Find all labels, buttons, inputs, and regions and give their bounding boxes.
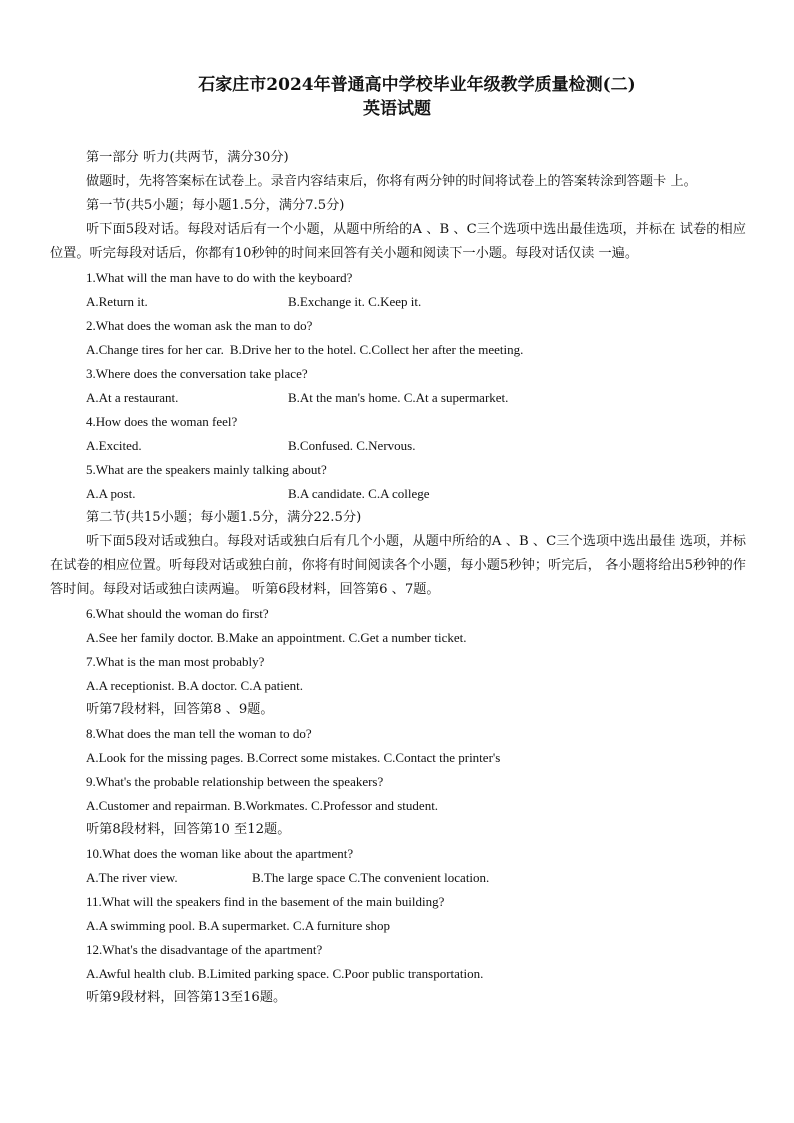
option-a: A.At a restaurant. [86, 390, 179, 405]
question-options: A.A receptionist. B.A doctor. C.A patient. [86, 678, 304, 693]
exam-body [50, 146, 746, 1010]
question-options: A.A swimming pool. B.A supermarket. C.A furniture shop [86, 918, 391, 933]
question-stem: 8.What does the man tell the woman to do? [86, 726, 312, 741]
option-c: C.A college [368, 486, 430, 501]
question-options [50, 482, 746, 506]
question-stem: 12.What's the disadvantage of the apartment? [86, 942, 323, 957]
option-a: A.A post. [86, 486, 136, 501]
material-note: 听第9段材料，回答第13至16题。 [86, 990, 287, 1005]
option-c: C.Keep it. [368, 294, 422, 309]
option-a: A.The river view. [86, 870, 178, 885]
part1-instruction: 做题时，先将答案标在试卷上。录音内容结束后，你将有两分钟的时间将试卷上的答案转涂到答题卡 上。 [86, 174, 697, 189]
part1-heading: 第一部分 听力(共两节，满分30分) [86, 150, 289, 165]
question-stem: 1.What will the man have to do with the keyboard? [86, 270, 353, 285]
option-b: B.A candidate. [288, 486, 365, 501]
question-stem: 9.What's the probable relationship between the speakers? [86, 774, 384, 789]
question-options [50, 386, 746, 410]
exam-subtitle: 英语试题 [363, 99, 431, 119]
question-stem: 6.What should the woman do first? [86, 606, 269, 621]
question-options [50, 866, 746, 890]
question-options [50, 434, 746, 458]
option-a: A.Excited. [86, 438, 142, 453]
question-options: A.See her family doctor. B.Make an appointment. C.Get a number ticket. [86, 630, 467, 645]
question-stem: 5.What are the speakers mainly talking about? [86, 462, 327, 477]
section1-heading: 第一节(共5小题；每小题1.5分，满分7.5分) [86, 198, 345, 213]
question-options: A.Customer and repairman. B.Workmates. C.Professor and student. [86, 798, 439, 813]
question-options: A.Awful health club. B.Limited parking space. C.Poor public transportation. [86, 966, 484, 981]
option-c: C.Collect her after the meeting. [359, 342, 524, 357]
exam-title: 石家庄市2024年普通高中学校毕业年级教学质量检测(二) [198, 75, 636, 95]
section2-heading: 第二节(共15小题；每小题1.5分，满分22.5分) [86, 510, 362, 525]
material-note: 听第7段材料，回答第8 、9题。 [86, 702, 274, 717]
option-a: A.Return it. [86, 294, 148, 309]
section2-questions [50, 602, 746, 1010]
question-stem: 7.What is the man most probably? [86, 654, 265, 669]
option-b: B.Exchange it. [288, 294, 365, 309]
option-c: C.Nervous. [356, 438, 416, 453]
question-options: A.Look for the missing pages. B.Correct some mistakes. C.Contact the printer's [86, 750, 501, 765]
material-note: 听第8段材料，回答第10 至12题。 [86, 822, 291, 837]
option-b: B.Confused. [288, 438, 353, 453]
option-a: A.Change tires for her car. [86, 342, 224, 357]
section2-instruction: 听下面5段对话或独白。每段对话或独白后有几个小题，从题中所给的A 、B 、C三个选项中选出最佳 选项，并标在试卷的相应位置。听每段对话或独白前，你将有时间阅读各个小题，每小题5秒钟；听完后， 各小题将给出5秒钟的作答时间。每段对话或独白读两遍。 听第6段材料，回答第6 、7题。 [50, 534, 746, 597]
question-stem: 2.What does the woman ask the man to do? [86, 318, 313, 333]
question-stem: 11.What will the speakers find in the basement of the main building? [86, 894, 445, 909]
question-options [50, 338, 746, 362]
question-options [50, 290, 746, 314]
question-stem: 4.How does the woman feel? [86, 414, 238, 429]
question-stem: 10.What does the woman like about the apartment? [86, 846, 354, 861]
question-stem: 3.Where does the conversation take place? [86, 366, 308, 381]
option-b: B.Drive her to the hotel. [229, 342, 357, 357]
option-b: B.At the man's home. [288, 390, 401, 405]
section1-instruction: 听下面5段对话。每段对话后有一个小题，从题中所给的A 、B 、C三个选项中选出最佳选项，并标在 试卷的相应位置。听完每段对话后，你都有10秒钟的时间来回答有关小题和阅读下一小题。每段对话仅读 一遍。 [50, 222, 746, 261]
section1-questions [50, 266, 746, 506]
option-c: C.At a supermarket. [403, 390, 509, 405]
option-b-c: B.The large space C.The convenient location. [252, 870, 490, 885]
